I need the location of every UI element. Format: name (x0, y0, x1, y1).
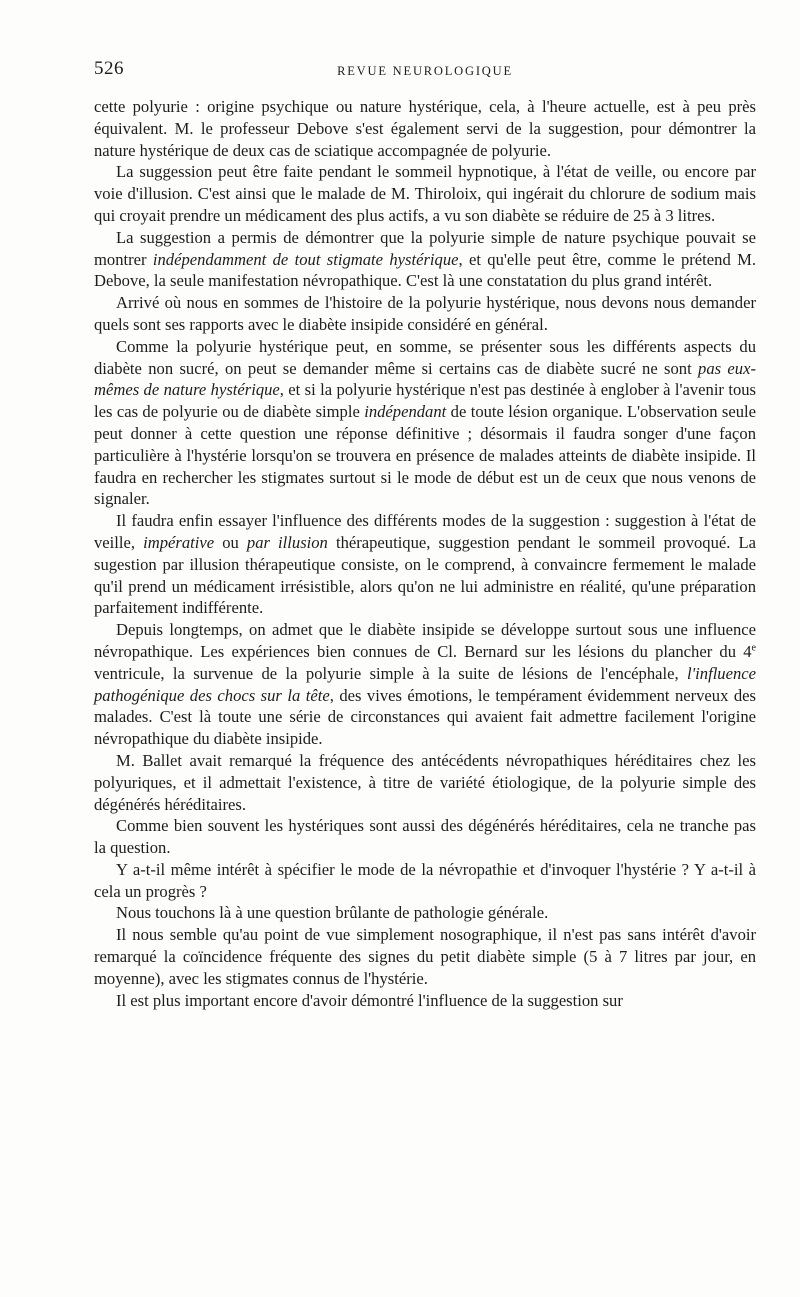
running-title: REVUE NEUROLOGIQUE (337, 64, 513, 78)
text-run: , et si la polyurie hystérique n'est pas destinée à englober à l'avenir tous les cas de polyurie ou de diabète simple (94, 380, 756, 422)
page-number: 526 (94, 58, 124, 79)
paragraph (94, 227, 756, 292)
text-run: La suggestion a permis de démontrer que la polyurie simple de nature psychique pouvait se montrer (94, 227, 756, 269)
text-run: , et qu'elle peut être, comme le prétend M. Debove, la seule manifestation névropathique. C'est là une constatation du plus grand intérêt. (94, 249, 756, 291)
italic-text: par illusion (246, 532, 328, 552)
text-run: ventricule, la survenue de la polyurie simple à la suite de lésions de l'encéphale, (94, 663, 688, 683)
paragraph (94, 750, 756, 815)
text-run: La suggession peut être faite pendant le sommeil hypnotique, à l'état de veille, ou encore par voie d'illusion. C'est ainsi que le malade de M. Thiroloix, qui ingérait du chlorure de sodium mais qui croyait prendre un médicament des plus actifs, a vu son diabète se réduire de 25 à 3 litres. (94, 162, 756, 225)
text-run: de toute lésion organique. L'observation seule peut donner à cette question une réponse définitive ; désormais il faudra songer d'une façon particulière à l'hystérie lorsqu'on se trouvera en présence de malades atteints de diabète insipide. Il faudra en rechercher les stigmates surtout si le mode de début est un de ceux que nous venons de signaler. (94, 402, 756, 509)
paragraph (94, 510, 756, 619)
paragraph (94, 161, 756, 226)
page-header (94, 58, 756, 88)
paragraph (94, 292, 756, 336)
text-run: Il faudra enfin essayer l'influence des différents modes de la suggestion : suggestion à l'état de veille, (94, 511, 756, 552)
paragraph (94, 990, 756, 1012)
paragraph (94, 902, 756, 924)
text-run: cette polyurie : origine psychique ou nature hystérique, cela, à l'heure actuelle, est à peu près équivalent. M. le professeur Debove s'est également servi de la suggestion, pour démontrer la nature hystérique de deux cas de sciatique accompagnée de polyurie. (94, 97, 756, 160)
paragraph (94, 859, 756, 903)
text-run: Comme bien souvent les hystériques sont aussi des dégénérés héréditaires, cela ne tranche pas la question. (94, 816, 756, 858)
body-text (94, 96, 756, 1011)
italic-text: impérative (143, 532, 215, 552)
text-run: Depuis longtemps, on admet que le diabète insipide se développe surtout sous une influence névropathique. Les expériences bien connues de Cl. Bernard sur les lésions du plancher du 4 (94, 620, 756, 661)
paragraph (94, 815, 756, 859)
text-run: Il est plus important encore d'avoir démontré l'influence de la suggestion sur (116, 990, 623, 1010)
text-run: Il nous semble qu'au point de vue simplement nosographique, il n'est pas sans intérêt d'avoir remarqué la coïncidence fréquente des signes du petit diabète simple (5 à 7 litres par jour, en moyenne), avec les stigmates connus de l'hystérie. (94, 925, 756, 988)
paragraph (94, 96, 756, 161)
text-run: thérapeutique, suggestion pendant le sommeil provoqué. La sugestion par illusion thérapeutique consiste, on le comprend, à convaincre fermement le malade qu'il prend un médicament irrésistible, alors qu'on ne lui administre en réalité, qu'une préparation parfaitement indifférente. (94, 532, 757, 618)
italic-text: indépendamment de tout stigmate hystérique (152, 249, 459, 269)
text-run: Nous touchons là à une question brûlante de pathologie générale. (116, 903, 549, 923)
text-run: M. Ballet avait remarqué la fréquence des antécédents névropathiques héréditaires chez les polyuriques, et il admettait l'existence, à titre de variété étiologique, de la polyurie simple des dégénérés héréditaires. (94, 750, 756, 814)
text-run: Arrivé où nous en sommes de l'histoire de la polyurie hystérique, nous devons nous demander quels sont ses rapports avec le diabète insipide considéré en général. (94, 293, 756, 334)
italic-text: l'influence pathogénique des chocs sur la tête (94, 663, 756, 705)
text-run: Y a-t-il même intérêt à spécifier le mode de la névropathie et d'invoquer l'hystérie ? Y a-t-il à cela un progrès ? (94, 859, 756, 901)
italic-text: pas eux-mêmes de nature hystérique (94, 358, 756, 400)
italic-text: indépendant (364, 402, 447, 422)
document-page (94, 58, 756, 1011)
text-run: ou (214, 532, 247, 552)
text-run: Comme la polyurie hystérique peut, en somme, se présenter sous les différents aspects du diabète non sucré, on peut se demander même si certains cas de diabète sucré ne sont (94, 336, 756, 378)
paragraph (94, 336, 756, 510)
text-run: , des vives émotions, le tempérament évidemment nerveux des malades. C'est là toute une série de circonstances qui avaient fait admettre facilement l'origine névropathique du diabète insipide. (94, 685, 756, 749)
paragraph (94, 924, 756, 989)
paragraph (94, 619, 756, 750)
superscript: e (751, 642, 756, 654)
